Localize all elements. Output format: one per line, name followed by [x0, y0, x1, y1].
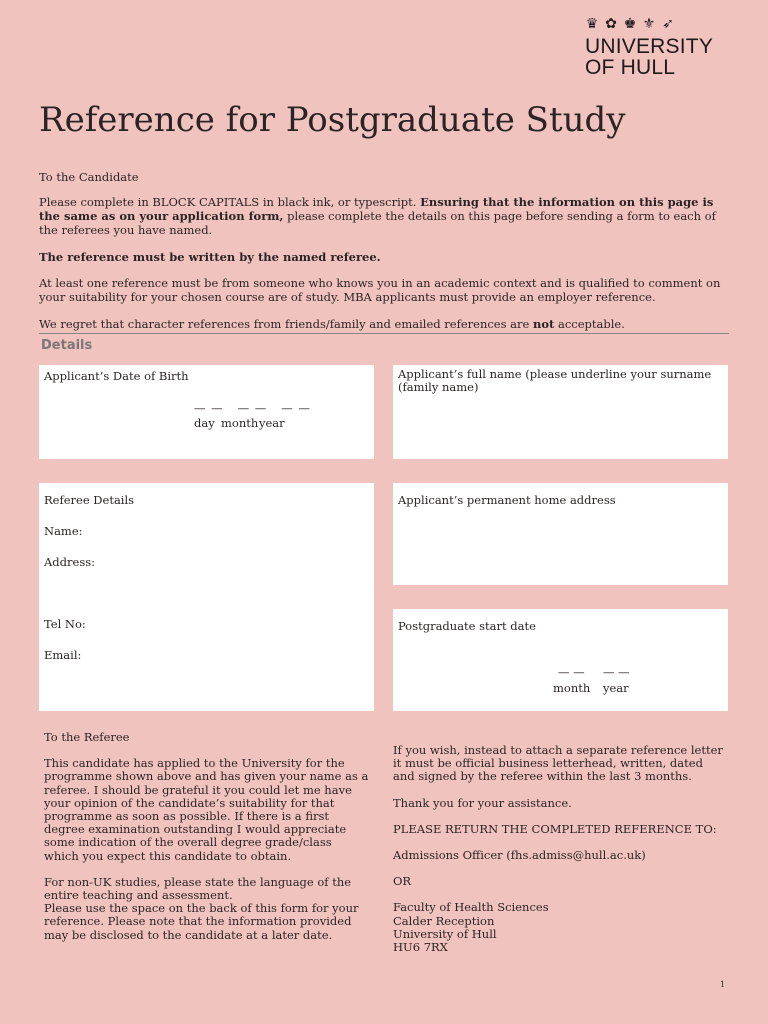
- crest-icons: [585, 16, 735, 32]
- logo-text-line1: UNIVERSITY: [585, 35, 714, 58]
- start-date-field[interactable]: [393, 609, 728, 711]
- dob-year-label: year: [259, 416, 285, 430]
- intro-para1-bold: Ensuring that the information on this page is the same as on your application form,: [39, 195, 714, 223]
- intro-paragraph-3: At least one reference must be from someone who knows you in an academic context and is qualified to comment on your suitability for your chosen course are of study. MBA applicants must provide an employer reference.: [39, 276, 721, 304]
- intro-para2-bold: The reference must be written by the named referee.: [39, 250, 381, 264]
- separate-letter-paragraph: If you wish, instead to attach a separate reference letter it must be official business letterhead, written, dated and signed by the referee within the last 3 months.: [393, 743, 723, 784]
- start-month-label: month: [553, 681, 591, 695]
- home-address-label: Applicant’s permanent home address: [398, 493, 616, 507]
- referee-details-label: Referee Details: [44, 493, 135, 507]
- crown-icon: ♚: [623, 16, 637, 32]
- or-text: OR: [393, 874, 412, 889]
- to-referee-heading: To the Referee: [44, 730, 130, 744]
- intro-paragraph-2: [39, 250, 729, 264]
- thanks-text: Thank you for your assistance.: [393, 795, 572, 810]
- referee-name-label: Name:: [44, 524, 83, 538]
- rose-icon: ✿: [605, 16, 617, 32]
- start-year-blank: — —: [603, 665, 630, 679]
- start-date-label: Postgraduate start date: [398, 619, 536, 633]
- intro-para1-text: Please complete in BLOCK CAPITALS in black ink, or typescript.: [39, 195, 421, 209]
- university-logo: [585, 16, 735, 78]
- dob-month-label: month: [221, 416, 259, 430]
- dob-label: Applicant’s Date of Birth: [44, 369, 189, 383]
- intro-paragraph-1: [39, 195, 729, 237]
- home-address-field[interactable]: [393, 483, 728, 585]
- referee-instructions: [44, 731, 369, 942]
- dob-day-label: day: [194, 416, 215, 430]
- section-divider: [39, 333, 729, 334]
- dob-blanks: — — — — — —: [194, 401, 311, 415]
- admissions-contact: Admissions Officer (fhs.admiss@hull.ac.uk): [393, 848, 646, 863]
- reception-name: Calder Reception: [393, 913, 495, 928]
- full-name-field[interactable]: [393, 365, 728, 459]
- referee-details-field[interactable]: [39, 483, 374, 711]
- intro-para4-text: We regret that character references from friends/family and emailed references are: [39, 317, 533, 331]
- details-heading: Details: [41, 338, 93, 353]
- to-candidate-heading: To the Candidate: [39, 170, 139, 184]
- intro-paragraph-4: [39, 317, 729, 331]
- bird-icon: ➶: [662, 16, 674, 32]
- start-month-blank: — —: [558, 665, 585, 679]
- intro-para1-text-end: please complete the details on this page before sending a form to each of the referees you have named.: [39, 209, 716, 237]
- intro-para4-text-end: acceptable.: [554, 317, 625, 331]
- logo-text-line2: OF HULL: [585, 56, 676, 79]
- referee-address-label: Address:: [44, 555, 96, 569]
- page-number: 1: [720, 980, 726, 989]
- faculty-name: Faculty of Health Sciences: [393, 900, 549, 915]
- crown-icon: ♛: [585, 16, 599, 32]
- postcode: HU6 7RX: [393, 940, 448, 955]
- page-title: Reference for Postgraduate Study: [39, 100, 626, 140]
- referee-para-1: This candidate has applied to the University for the programme shown above and has given your name as a referee. I should be grateful it you could let me have your opinion of the candidate’s suitability for that programme as soon as possible. If there is a first degree examination outstanding I would appreciate some indication of the overall degree grade/class which you expect this candidate to obtain.: [44, 756, 369, 863]
- referee-para-3: Please use the space on the back of this form for your reference. Please note that the information provided may be disclosed to the candidate at a later date.: [44, 901, 359, 942]
- start-year-label: year: [603, 681, 629, 695]
- full-name-label: Applicant’s full name (please underline your surname (family name): [398, 367, 712, 394]
- referee-tel-label: Tel No:: [44, 617, 86, 631]
- return-instructions: [393, 744, 723, 954]
- return-to-heading: PLEASE RETURN THE COMPLETED REFERENCE TO:: [393, 821, 717, 836]
- fleur-de-lis-icon: ⚜: [642, 16, 656, 32]
- referee-para-2: For non-UK studies, please state the language of the entire teaching and assessment.: [44, 874, 352, 903]
- university-name: University of Hull: [393, 926, 497, 941]
- referee-email-label: Email:: [44, 648, 82, 662]
- dob-field[interactable]: [39, 365, 374, 459]
- intro-para4-bold: not: [532, 317, 555, 331]
